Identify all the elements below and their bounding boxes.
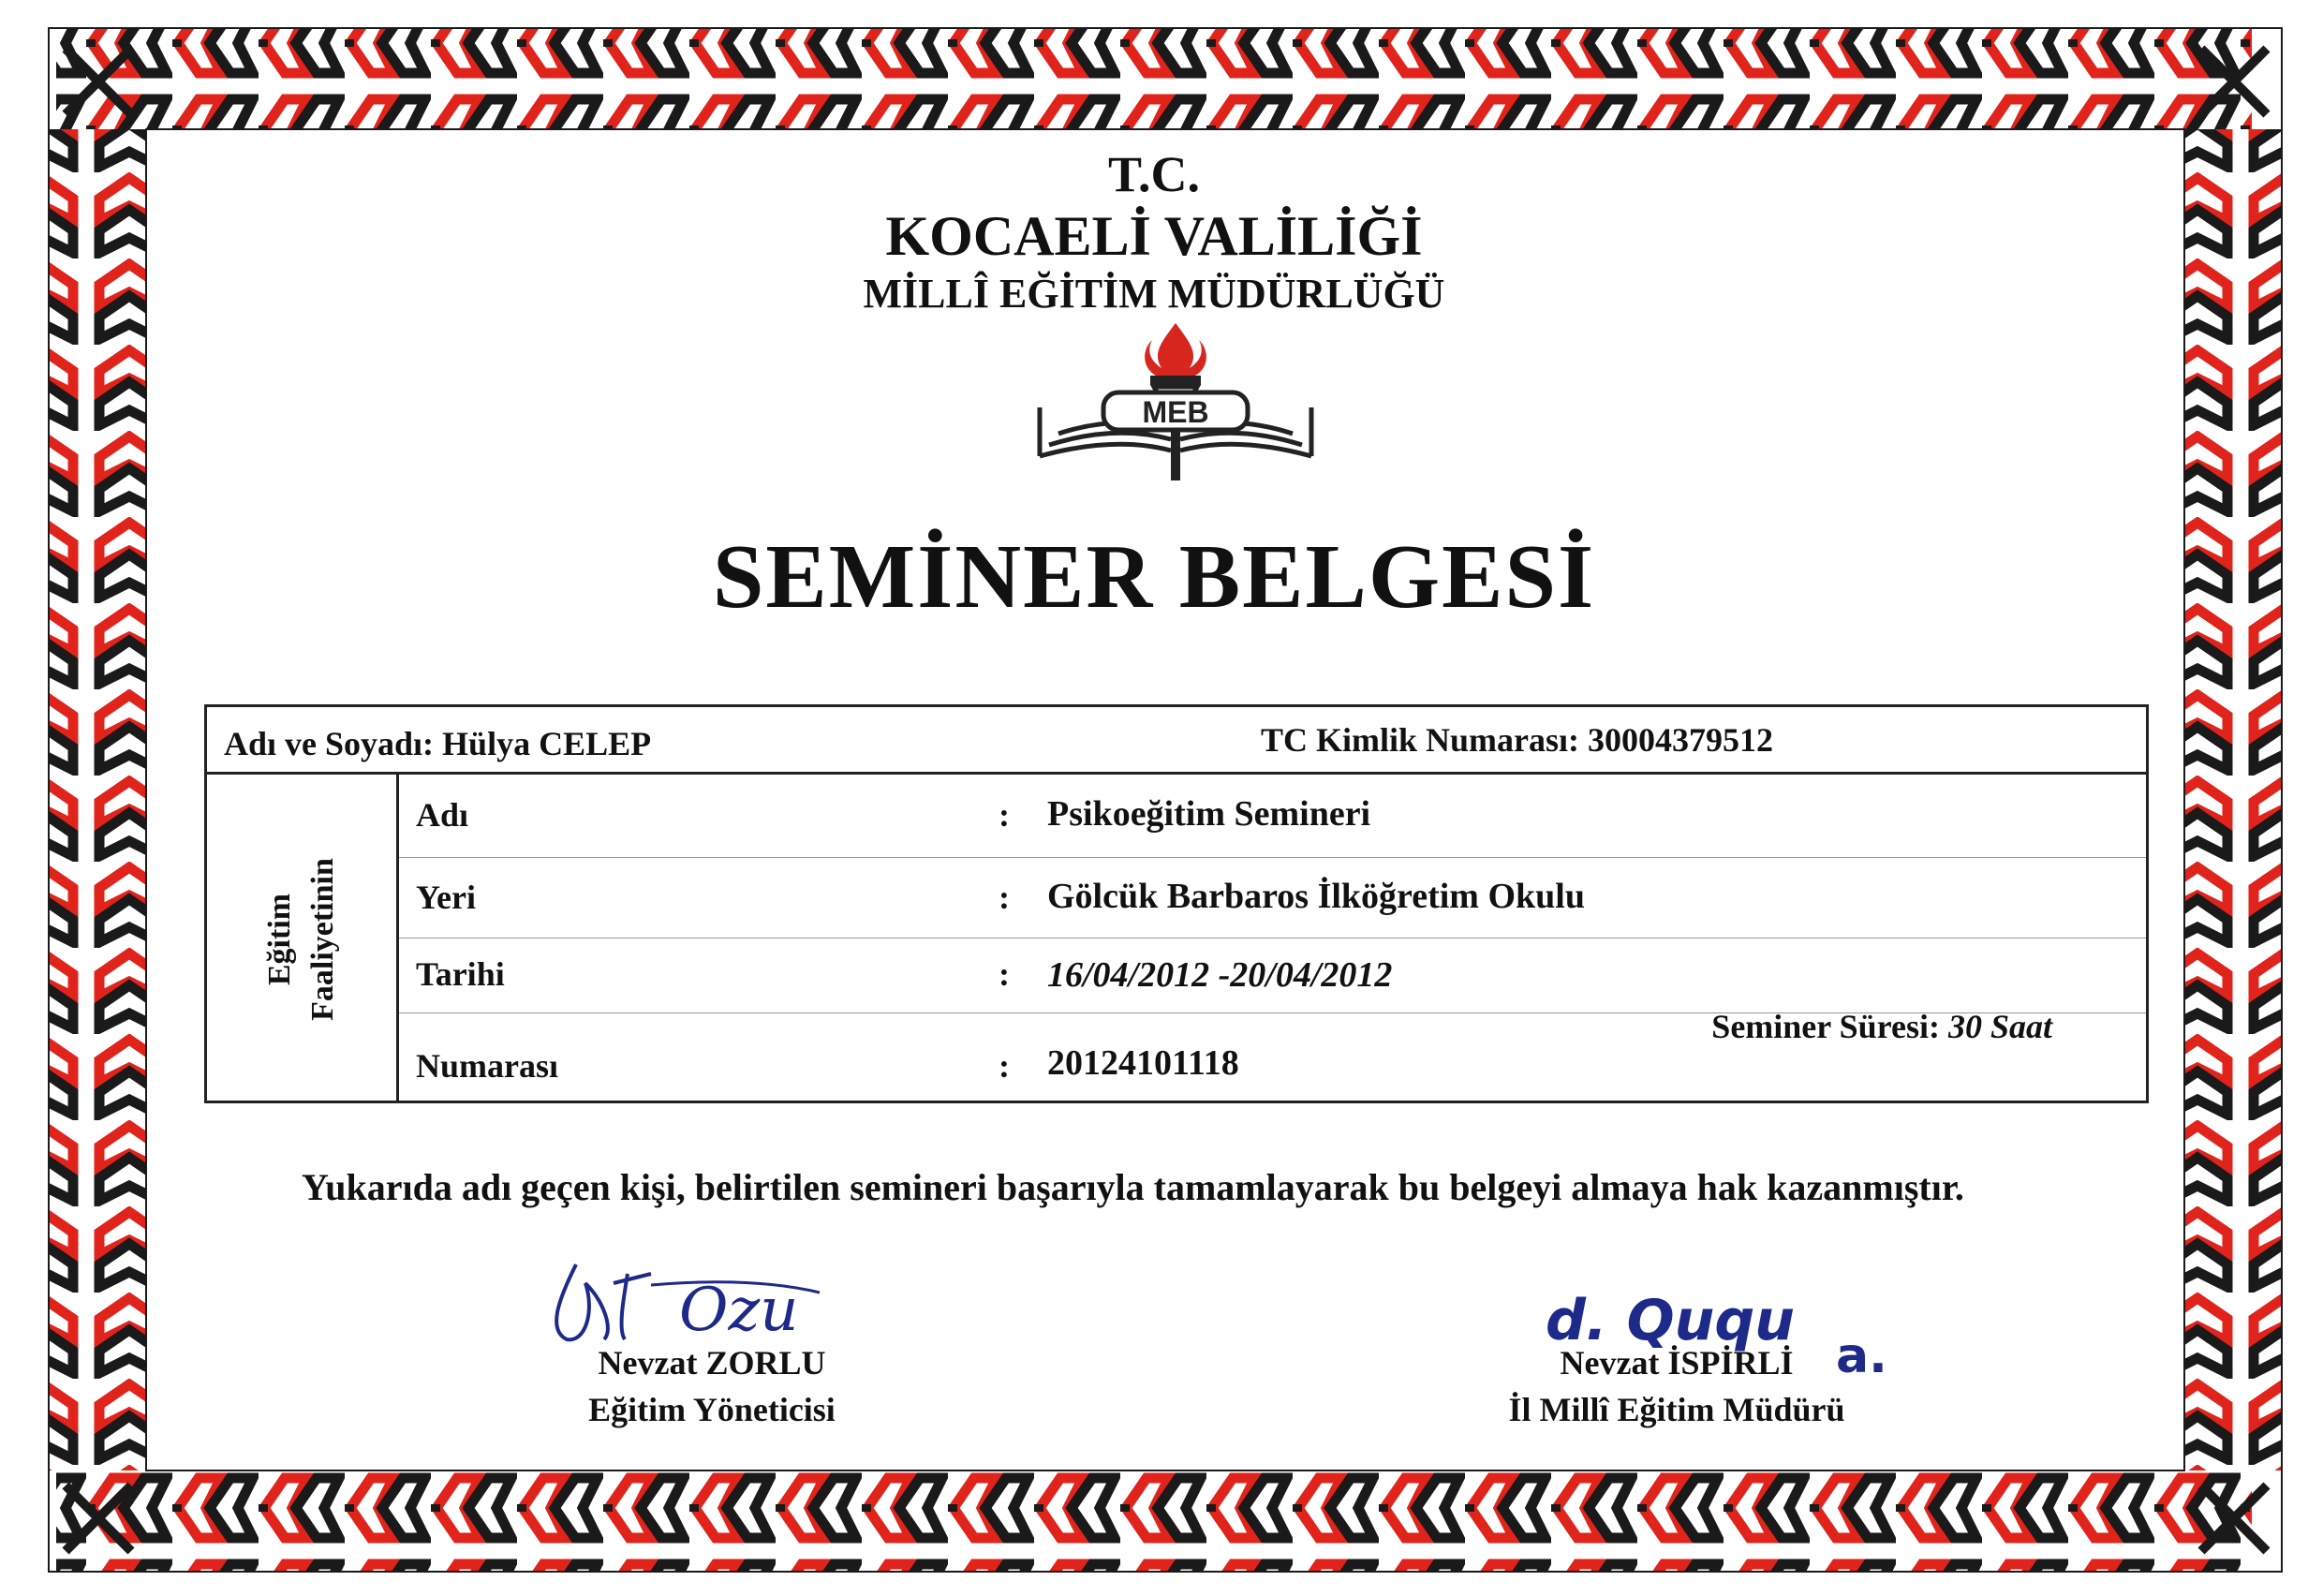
header-tc: T.C. <box>1107 146 1200 202</box>
field-row-number <box>399 1008 2146 1103</box>
signatory-left-name: Nevzat ZORLU <box>598 1344 826 1382</box>
side-line-1: Eğitim <box>262 893 297 985</box>
person-name <box>224 724 651 763</box>
name-label: Adı ve Soyadı: <box>224 725 435 762</box>
person-id <box>1261 720 1773 760</box>
side-line-2: Faaliyetinin <box>305 857 340 1021</box>
activity-side-label <box>259 858 345 1021</box>
id-label: TC Kimlik Numarası: <box>1261 721 1580 759</box>
field-label: Yeri <box>416 879 476 916</box>
seminar-duration <box>1711 1007 2052 1046</box>
certificate-title: SEMİNER BELGESİ <box>712 526 1596 628</box>
field-value: 20124101118 <box>1047 1043 1239 1083</box>
field-colon: : <box>999 796 1010 834</box>
field-row-place <box>399 857 2146 938</box>
completion-statement <box>204 1160 2149 1216</box>
duration-label: Seminer Süresi: <box>1711 1008 1940 1045</box>
field-colon: : <box>999 955 1010 993</box>
field-colon: : <box>999 1047 1010 1085</box>
field-value: Gölcük Barbaros İlköğretim Okulu <box>1047 877 1585 916</box>
field-row-name <box>399 775 2146 858</box>
header-governorship: KOCAELİ VALİLİĞİ <box>885 205 1423 267</box>
signature-left <box>539 1246 876 1349</box>
signatory-left-role: Eğitim Yöneticisi <box>588 1391 836 1428</box>
logo-text: MEB <box>1142 395 1209 429</box>
meb-torch-book-logo <box>1030 314 1321 482</box>
header-directorate: MİLLÎ EĞİTİM MÜDÜRLÜĞÜ <box>863 271 1445 317</box>
name-value: Hülya CELEP <box>442 725 652 762</box>
field-label: Adı <box>416 796 469 834</box>
signature-right-text: d. Ququ <box>1546 1288 1796 1353</box>
activity-side-cell <box>207 775 399 1103</box>
activity-fields <box>399 775 2146 1103</box>
signatory-right <box>1442 1339 1911 1433</box>
signatory-right-name: Nevzat İSPİRLİ <box>1560 1344 1794 1382</box>
svg-text:a.: a. <box>1836 1328 1887 1377</box>
statement-text: Yukarıda adı geçen kişi, belirtilen semineri başarıyla tamamlayarak bu belgeyi almaya hak kazanmıştır. <box>302 1166 1964 1208</box>
signatory-right-role: İl Millî Eğitim Müdürü <box>1508 1391 1845 1428</box>
field-value: 16/04/2012 -20/04/2012 <box>1047 955 1393 995</box>
signatory-left <box>506 1339 918 1433</box>
signature-left-text: Ozu <box>679 1276 799 1345</box>
field-value: Psikoeğitim Semineri <box>1047 794 1371 834</box>
field-label: Tarihi <box>416 955 505 993</box>
duration-value: 30 Saat <box>1947 1008 2052 1045</box>
id-value: 30004379512 <box>1588 721 1774 759</box>
field-label: Numarası <box>416 1047 558 1085</box>
field-colon: : <box>999 879 1010 916</box>
person-row <box>207 707 2146 775</box>
field-row-date <box>399 938 2146 1013</box>
info-table <box>204 704 2149 1103</box>
